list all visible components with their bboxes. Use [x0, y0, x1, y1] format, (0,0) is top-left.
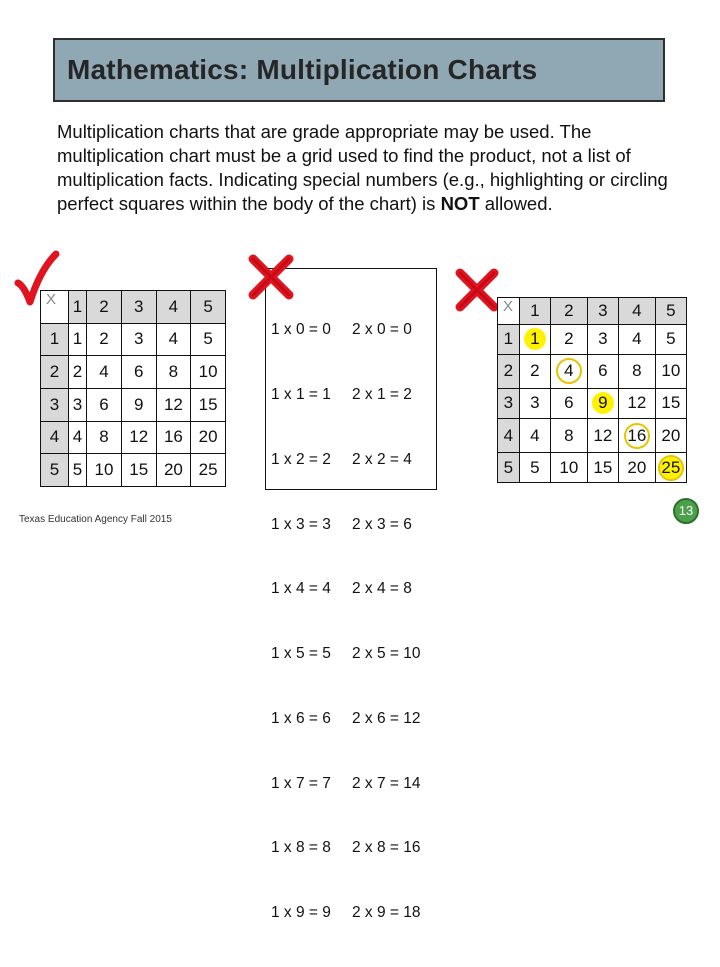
grid-cell: 6: [551, 389, 588, 419]
grid-cell: 2: [519, 354, 550, 389]
cross-icon: [455, 268, 499, 312]
body-text-bold: NOT: [440, 193, 480, 214]
fact-line: 1 x 1 = 1: [271, 385, 331, 403]
grid-cell: 2: [87, 323, 122, 356]
grid-cell: 15: [655, 389, 686, 419]
circled-square: 16: [624, 423, 650, 449]
grid-cell: 8: [551, 418, 588, 453]
fact-line: 2 x 6 = 12: [352, 709, 421, 727]
grid-header-cell: 5: [655, 298, 686, 325]
grid-header-cell: 4: [619, 298, 656, 325]
grid-row-header: 1: [41, 323, 69, 356]
grid-row-header: 1: [498, 324, 520, 354]
grid-cell: 1: [68, 323, 86, 356]
fact-line: 1 x 7 = 7: [271, 774, 331, 792]
grid-cell: 3: [519, 389, 550, 419]
highlighted-square: 25: [661, 457, 681, 477]
facts-column-2: [352, 276, 421, 967]
grid-cell: [619, 418, 656, 453]
body-text-end: allowed.: [479, 193, 553, 214]
grid-cell: 6: [587, 354, 618, 389]
grid-cell: 8: [619, 354, 656, 389]
fact-line: 2 x 4 = 8: [352, 580, 412, 598]
grid-cell: 4: [87, 356, 122, 389]
title-banner: [53, 38, 665, 102]
grid-cell: 10: [551, 453, 588, 483]
grid-header-cell: 5: [191, 291, 226, 324]
grid-cell: 15: [121, 454, 156, 487]
grid-cell: 25: [191, 454, 226, 487]
body-text-start: Multiplication charts that are grade appropriate may be used. The multiplication chart must be a grid used to find the product, not a list of multiplication facts. Indicating special numbers (e.g., highlighting or circling perfect squares within the body of the chart) is: [57, 121, 668, 214]
fact-line: 2 x 7 = 14: [352, 774, 421, 792]
fact-line: 1 x 6 = 6: [271, 709, 331, 727]
grid-header-cell: 3: [587, 298, 618, 325]
fact-line: 1 x 3 = 3: [271, 515, 331, 533]
grid-cell: [655, 453, 686, 483]
grid-row-header: 5: [498, 453, 520, 483]
grid-cell: 5: [519, 453, 550, 483]
multiplication-facts-list: [265, 268, 437, 922]
grid-cell: 15: [587, 453, 618, 483]
grid-cell: 5: [68, 454, 86, 487]
grid-row-header: 4: [498, 418, 520, 453]
grid-row-header: 3: [41, 388, 69, 421]
grid-cell: 6: [87, 388, 122, 421]
grid-cell: [551, 354, 588, 389]
cross-icon: [248, 254, 294, 300]
grid-cell: 20: [619, 453, 656, 483]
grid-cell: 3: [121, 323, 156, 356]
highlighted-square: 1: [524, 328, 546, 350]
grid-header-cell: 4: [156, 291, 191, 324]
fact-line: 1 x 0 = 0: [271, 321, 331, 339]
fact-line: 2 x 2 = 4: [352, 450, 412, 468]
grid-header-cell: 1: [68, 291, 86, 324]
grid-header-cell: 3: [121, 291, 156, 324]
grid-cell: 2: [68, 356, 86, 389]
grid-header-cell: 1: [519, 298, 550, 325]
grid-cell: 4: [68, 421, 86, 454]
fact-line: 2 x 9 = 18: [352, 904, 421, 922]
grid-cell: 12: [156, 388, 191, 421]
fact-line: 2 x 5 = 10: [352, 645, 421, 663]
grid-cell: 8: [156, 356, 191, 389]
fact-line: 1 x 2 = 2: [271, 450, 331, 468]
grid-cell: 2: [551, 324, 588, 354]
grid-cell: 20: [655, 418, 686, 453]
circled-square: 4: [556, 358, 582, 384]
slide-title: Mathematics: Multiplication Charts: [67, 54, 538, 85]
grid-cell: 4: [156, 323, 191, 356]
grid-cell: 6: [121, 356, 156, 389]
fact-line: 2 x 0 = 0: [352, 321, 412, 339]
fact-line: 1 x 9 = 9: [271, 904, 331, 922]
grid-cell: 4: [619, 324, 656, 354]
grid-cell: 20: [156, 454, 191, 487]
fact-line: 1 x 4 = 4: [271, 580, 331, 598]
grid-cell: 12: [587, 418, 618, 453]
grid-cell: 3: [68, 388, 86, 421]
grid-row-header: 2: [498, 354, 520, 389]
highlighted-square: 9: [592, 392, 614, 414]
fact-line: 2 x 8 = 16: [352, 839, 421, 857]
grid-corner: X: [498, 298, 520, 325]
body-paragraph: [57, 120, 697, 216]
grid-row-header: 3: [498, 389, 520, 419]
grid-cell: 15: [191, 388, 226, 421]
grid-cell: 16: [156, 421, 191, 454]
multiplication-grid-highlighted: [497, 297, 687, 483]
grid-row-header: 4: [41, 421, 69, 454]
fact-line: 2 x 3 = 6: [352, 515, 412, 533]
footer-text: Texas Education Agency Fall 2015: [19, 514, 172, 525]
grid-cell: 10: [655, 354, 686, 389]
grid-cell: 10: [191, 356, 226, 389]
grid-cell: [587, 389, 618, 419]
grid-corner: X: [41, 291, 69, 324]
grid-cell: 3: [587, 324, 618, 354]
facts-column-1: [271, 276, 331, 967]
grid-cell: 10: [87, 454, 122, 487]
fact-line: 2 x 1 = 2: [352, 385, 412, 403]
grid-cell: 20: [191, 421, 226, 454]
multiplication-grid-allowed: [40, 290, 226, 487]
grid-cell: 9: [121, 388, 156, 421]
grid-cell: 5: [191, 323, 226, 356]
grid-cell: 12: [121, 421, 156, 454]
grid-cell: 12: [619, 389, 656, 419]
fact-line: 1 x 8 = 8: [271, 839, 331, 857]
fact-line: 1 x 5 = 5: [271, 645, 331, 663]
grid-cell: 5: [655, 324, 686, 354]
grid-header-cell: 2: [551, 298, 588, 325]
grid-row-header: 5: [41, 454, 69, 487]
grid-cell: [519, 324, 550, 354]
page-number-badge: 13: [673, 498, 699, 524]
grid-header-cell: 2: [87, 291, 122, 324]
grid-row-header: 2: [41, 356, 69, 389]
grid-cell: 4: [519, 418, 550, 453]
grid-cell: 8: [87, 421, 122, 454]
